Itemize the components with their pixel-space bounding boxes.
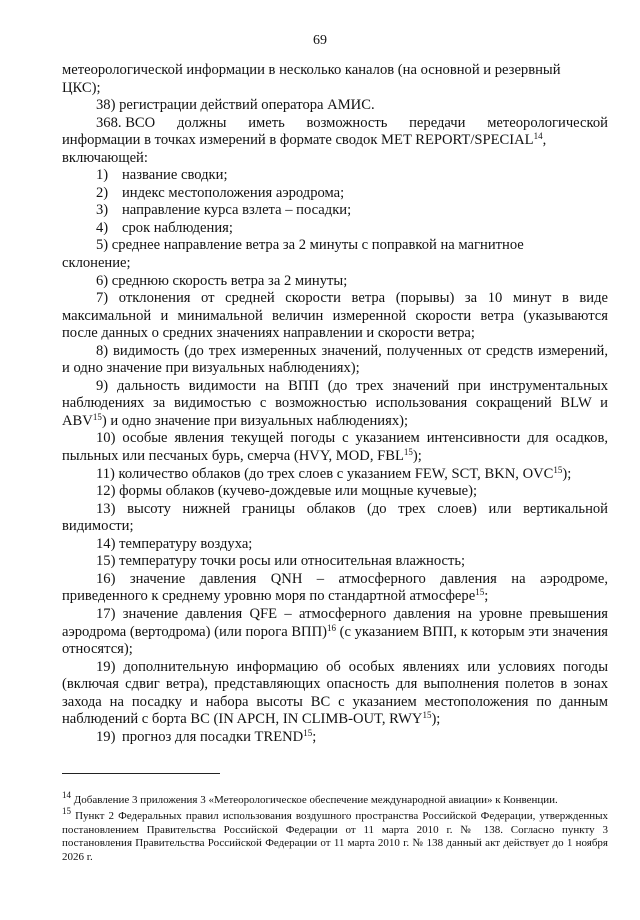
list-item-13: 13) высоту нижней границы облаков (до трех слоев) или вертикальной видимости; (62, 500, 608, 535)
footnote-number: 14 (62, 790, 71, 800)
footnote-ref-15: 15 (303, 727, 313, 738)
list-item-19a: 19) дополнительную информацию об особых явлениях или условиях погоды (включая сдвиг ветра), представляющих опасность для выполнения полетов в зонах захода на посадку и набора высоты ВС с указанием местоположения по данным наблюдений с борта ВС (IN APCH, IN CLIMB-OUT, RWY$^{15}$); (62, 658, 608, 728)
list-item-19b: 19) прогноз для посадки TREND$^{15}$; (96, 727, 317, 745)
list-item-8: 8) видимость (до трех измеренных значений, полученных от средств измерений, и одно значение при визуальных наблюдениях); (62, 342, 608, 377)
list-item-5-line-2: склонение; (62, 255, 131, 272)
list-item-17: 17) значение давления QFE – атмосферного давления на уровне превышения аэродрома (вертодрома) (или порога ВПП)$^{16}$ (с указанием ВПП, к которым эти значения относятся); (62, 605, 608, 658)
list-item-11: 11) количество облаков (до трех слоев с указанием FEW, SCT, BKN, OVC$^{15}$); (96, 464, 572, 482)
document-body (62, 62, 608, 746)
list-item-5-line-1: 5) среднее направление ветра за 2 минуты с поправкой на магнитное (96, 237, 524, 254)
continuation-line-2: ЦКС); (62, 79, 101, 96)
footnote-number: 15 (62, 806, 71, 816)
footnote-ref-15: 15 (92, 411, 102, 422)
footnote-separator (62, 773, 220, 774)
list-item-10: 10) особые явления текущей погоды с указанием интенсивности для осадков, пыльных или песчаных бурь, смерча (HVY, MOD, FBL$^{15}$); (62, 430, 608, 465)
list-item-2: 2) индекс местоположения аэродрома; (96, 184, 345, 201)
list-item-9: 9) дальность видимости на ВПП (до трех значений при инструментальных наблюдениях за видимостью с возможностью использования сокращений BLW и ABV$^{15}$) и одно значение при визуальных наблюдениях); (62, 377, 608, 429)
section-368-line-3: включающей: (62, 149, 148, 166)
footnote-ref-16: 16 (327, 622, 336, 633)
section-368-heading: 368. ВСО должны иметь возможность передачи метеорологической (96, 114, 608, 131)
footnote-15: $^{15}$ Пункт 2 Федеральных правил использования воздушного пространства Российской Федерации, утвержденных постановлением Правительства Российской Федерации от 11 марта 2010 г. № 138. Согласно пункту 3 постановления Правительства Российской Федерации от 11 марта 2010 г. № 138 данный акт действует до 1 ноября 2026 г. (62, 806, 608, 863)
footnote-ref-14: 14 (533, 131, 543, 142)
footnote-ref-15: 15 (553, 464, 563, 475)
list-item-4: 4) срок наблюдения; (96, 219, 233, 236)
list-item-14: 14) температуру воздуха; (96, 535, 253, 552)
footnote-ref-15: 15 (403, 447, 413, 458)
continuation-line-1: метеорологической информации в несколько каналов (на основной и резервный (62, 62, 561, 78)
list-item-12: 12) формы облаков (кучево-дождевые или мощные кучевые); (96, 483, 478, 500)
list-item-7: 7) отклонения от средней скорости ветра (порывы) за 10 минут в виде максимальной и минимальной величин измеренной скорости ветра (указываются после данных о средних значениях направлении и скорости ветра; (62, 290, 608, 342)
item-38: 38) регистрации действий оператора АМИС. (96, 97, 375, 114)
section-368-line-2: информации в точках измерений в формате сводок MET REPORT/SPECIAL$^{14}$, (62, 131, 547, 149)
footnote-ref-15: 15 (475, 587, 485, 598)
list-item-6: 6) среднюю скорость ветра за 2 минуты; (96, 272, 348, 289)
list-item-1: 1) название сводки; (96, 167, 228, 184)
footnote-14: $^{14}$ Добавление 3 приложения 3 «Метеорологическое обеспечение международной авиации» к Конвенции. (62, 790, 558, 806)
footnote-ref-15: 15 (422, 710, 432, 721)
page-number: 69 (313, 33, 327, 48)
list-item-15: 15) температуру точки росы или относительная влажность; (96, 553, 466, 570)
list-item-3: 3) направление курса взлета – посадки; (96, 202, 352, 219)
list-item-16: 16) значение давления QNH – атмосферного давления на аэродроме, приведенного к среднему уровню моря по стандартной атмосфере$^{15}$; (62, 570, 608, 605)
